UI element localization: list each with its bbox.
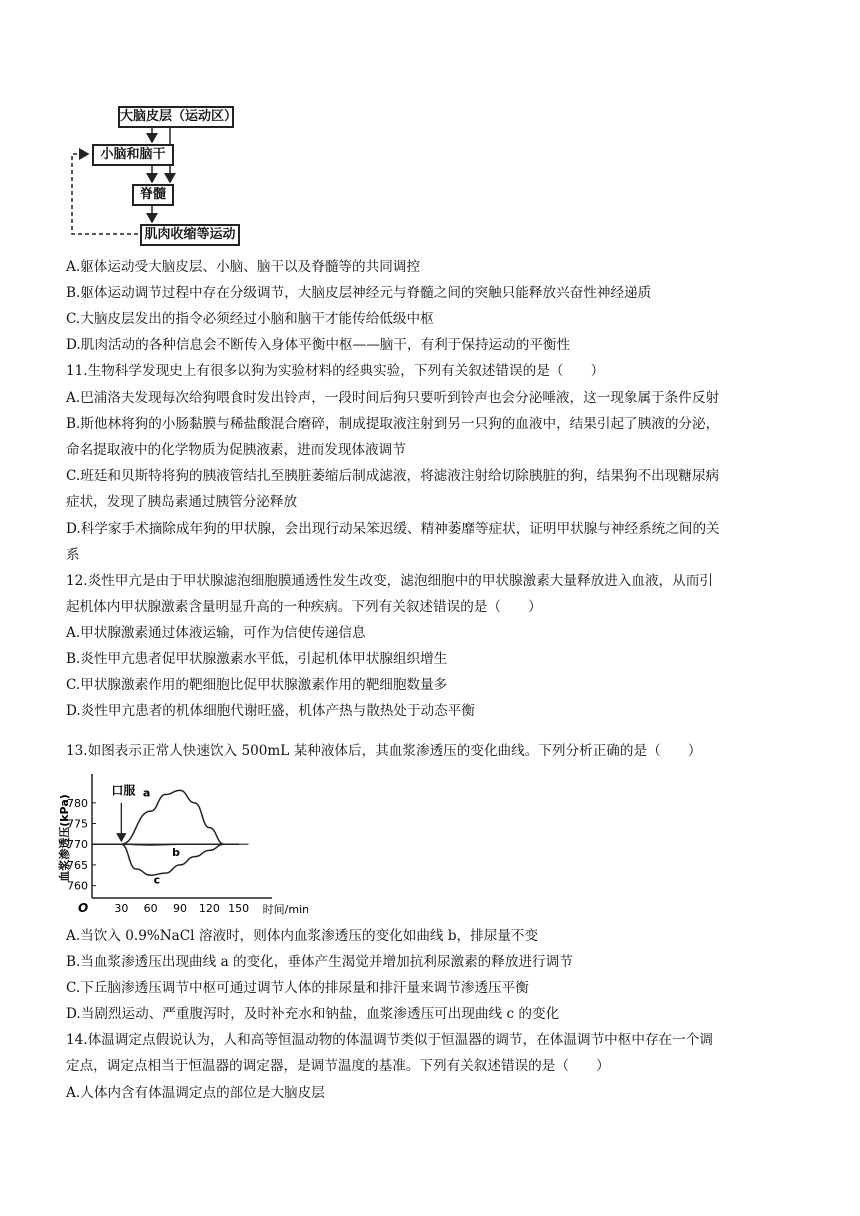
q13-stem: 13.如图表示正常人快速饮入 500mL 某种液体后，其血浆渗透压的变化曲线。下列分析正确的是（ ） bbox=[66, 743, 702, 759]
q14-stem-line1: 14.体温调定点假说认为，人和高等恒温动物的体温调节类似于恒温器的调节，在体温调节中枢中存在一个调 bbox=[66, 1032, 713, 1048]
q10-option-c: C.大脑皮层发出的指令必须经过小脑和脑干才能传给低级中枢 bbox=[66, 311, 434, 327]
y-tick-label: 770 bbox=[67, 838, 88, 852]
q14-stem-line2: 定点，调定点相当于恒温器的调定器，是调节温度的基准。下列有关叙述错误的是（ ） bbox=[66, 1058, 610, 1074]
x-tick-label: 120 bbox=[198, 902, 220, 915]
x-tick-label: 150 bbox=[228, 902, 250, 915]
q10-option-b: B.躯体运动调节过程中存在分级调节，大脑皮层神经元与脊髓之间的突触只能释放兴奋性神经递质 bbox=[66, 285, 652, 301]
y-tick-label: 765 bbox=[67, 858, 88, 872]
q11-stem: 11.生物科学发现史上有很多以狗为实验材料的经典实验，下列有关叙述错误的是（ ） bbox=[66, 363, 605, 379]
motor-control-diagram bbox=[66, 100, 246, 248]
q11-option-d-line1: D.科学家手术摘除成年狗的甲状腺，会出现行动呆笨迟缓、精神萎靡等症状，证明甲状腺与神经系统之间的关 bbox=[66, 521, 720, 537]
q11-option-c-line1: C.班廷和贝斯特将狗的胰液管结扎至胰脏萎缩后制成滤液，将滤液注射给切除胰脏的狗，结果狗不出现糖尿病 bbox=[66, 468, 720, 484]
q11-option-b-line1: B.斯他林将狗的小肠黏膜与稀盐酸混合磨碎，制成提取液注射到另一只狗的血液中，结果引起了胰液的分泌， bbox=[66, 416, 720, 432]
q13-option-d: D.当剧烈运动、严重腹泻时，及时补充水和钠盐，血浆渗透压可出现曲线 c 的变化 bbox=[66, 1006, 560, 1022]
cerebellum-brainstem-box: 小脑和脑干 bbox=[92, 144, 174, 166]
q11-option-d-line2: 系 bbox=[66, 547, 80, 563]
q13-option-b: B.当血浆渗透压出现曲线 a 的变化，垂体产生渴觉并增加抗利尿激素的释放进行调节 bbox=[66, 954, 573, 970]
y-tick-label: 760 bbox=[67, 879, 88, 893]
osmotic-pressure-chart bbox=[58, 770, 308, 920]
origin-label: O bbox=[78, 901, 89, 915]
q11-option-b-line2: 命名提取液中的化学物质为促胰液素，进而发现体液调节 bbox=[66, 442, 406, 458]
chart-svg bbox=[58, 770, 308, 920]
spinal-cord-box: 脊髓 bbox=[132, 184, 174, 206]
q11-option-c-line2: 症状，发现了胰岛素通过胰管分泌释放 bbox=[66, 494, 298, 510]
muscle-contraction-box: 肌肉收缩等运动 bbox=[140, 224, 240, 246]
x-tick-label: 90 bbox=[173, 902, 187, 915]
y-axis-label: 血浆渗透压(kPa) bbox=[58, 794, 71, 882]
series-b-label: b bbox=[172, 845, 181, 859]
x-axis-label: 时间/min bbox=[262, 903, 308, 916]
q12-option-d: D.炎性甲亢患者的机体细胞代谢旺盛，机体产热与散热处于动态平衡 bbox=[66, 703, 475, 719]
q12-stem-line2: 起机体内甲状腺激素含量明显升高的一种疾病。下列有关叙述错误的是（ ） bbox=[66, 599, 542, 615]
series-c-label: c bbox=[153, 873, 161, 887]
q13-option-c: C.下丘脑渗透压调节中枢可通过调节人体的排尿量和排汗量来调节渗透压平衡 bbox=[66, 980, 529, 996]
cerebral-cortex-box: 大脑皮层（运动区） bbox=[118, 106, 234, 128]
series-a-line bbox=[92, 790, 239, 844]
series-c-line bbox=[92, 844, 239, 875]
y-tick-label: 780 bbox=[67, 796, 88, 810]
y-tick-label: 775 bbox=[67, 817, 88, 831]
q12-option-c: C.甲状腺激素作用的靶细胞比促甲状腺激素作用的靶细胞数量多 bbox=[66, 677, 448, 693]
q12-option-a: A.甲状腺激素通过体液运输，可作为信使传递信息 bbox=[66, 625, 366, 641]
series-a-label: a bbox=[142, 786, 151, 800]
q13-option-a: A.当饮入 0.9%NaCl 溶液时，则体内血浆渗透压的变化如曲线 b，排尿量不变 bbox=[66, 928, 539, 944]
q10-option-d: D.肌肉活动的各种信息会不断传入身体平衡中枢——脑干，有利于保持运动的平衡性 bbox=[66, 337, 571, 353]
x-tick-label: 30 bbox=[114, 902, 129, 915]
oral-annotation: 口服 bbox=[111, 783, 136, 798]
q12-option-b: B.炎性甲亢患者促甲状腺激素水平低，引起机体甲状腺组织增生 bbox=[66, 651, 448, 667]
x-tick-label: 60 bbox=[143, 902, 158, 915]
q14-option-a: A.人体内含有体温调定点的部位是大脑皮层 bbox=[66, 1085, 325, 1101]
q10-option-a: A.躯体运动受大脑皮层、小脑、脑干以及脊髓等的共同调控 bbox=[66, 259, 420, 275]
q11-option-a: A.巴浦洛夫发现每次给狗喂食时发出铃声，一段时间后狗只要听到铃声也会分泌唾液，这一现象属于条件反射 bbox=[66, 390, 720, 406]
q12-stem-line1: 12.炎性甲亢是由于甲状腺滤泡细胞膜通透性发生改变，滤泡细胞中的甲状腺激素大量释放进入血液，从而引 bbox=[66, 573, 713, 589]
